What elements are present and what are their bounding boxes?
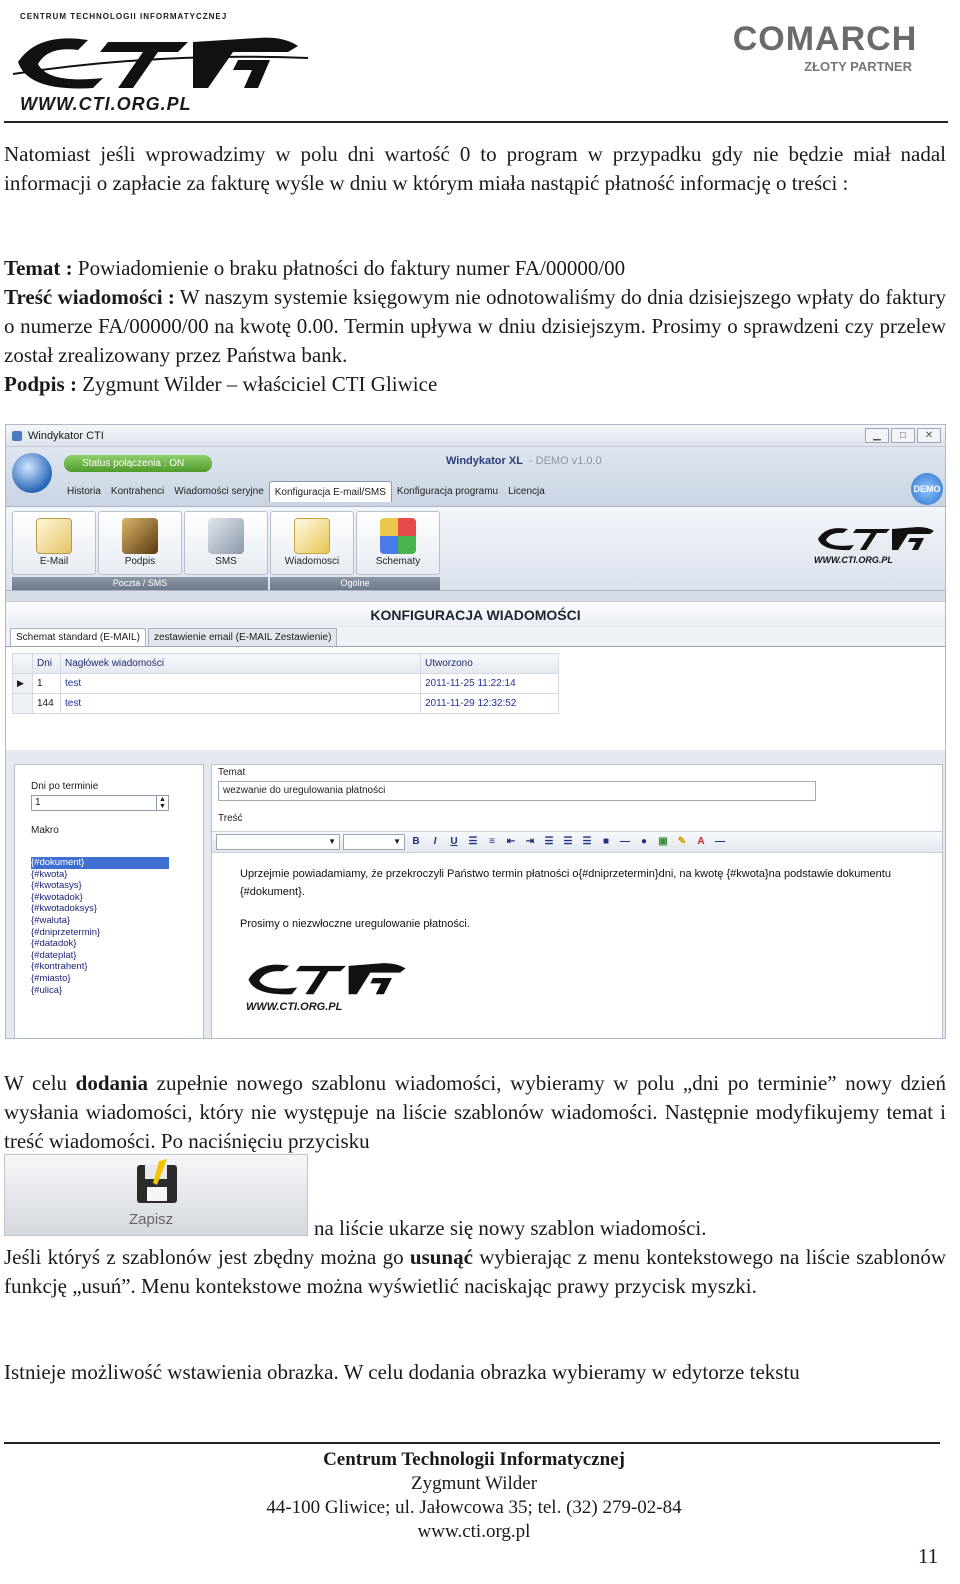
makro-label: Makro [31, 825, 59, 836]
editor-logo-url: WWW.CTI.ORG.PL [246, 1001, 343, 1013]
table-row[interactable]: ▶ 1 test 2011-11-25 11:22:14 [13, 674, 559, 694]
example-subject: Temat : Powiadomienie o braku płatności do faktury numer FA/00000/00 [4, 256, 626, 280]
tab-historia[interactable]: Historia [67, 486, 101, 497]
comarch-name: COMARCH [732, 20, 918, 58]
notepad-icon [294, 518, 330, 554]
pen-icon [122, 518, 158, 554]
list-item[interactable]: {#miasto} [31, 972, 71, 984]
highlight-icon[interactable]: ✎ [677, 836, 687, 847]
group-ogolne: Ogólne [270, 577, 440, 590]
bullet-list-icon[interactable]: ☰ [468, 836, 478, 847]
templates-grid [12, 653, 559, 714]
italic-button[interactable]: I [433, 836, 437, 847]
close-button[interactable]: ✕ [917, 428, 941, 443]
tab-licencja[interactable]: Licencja [508, 486, 545, 497]
link-icon[interactable]: ● [640, 836, 648, 847]
cti-logo [8, 12, 308, 112]
tab-zestawienie-email[interactable]: zestawienie email (E-MAIL Zestawienie) [148, 628, 337, 646]
config-title: KONFIGURACJA WIADOMOŚCI [6, 601, 945, 627]
footer-company: Centrum Technologii Informatycznej [323, 1449, 625, 1470]
subject-input[interactable]: wezwanie do uregulowania płatności [218, 781, 816, 801]
example-body: Treść wiadomości : W naszym systemie księgowym nie odnotowaliśmy do dnia dzisiejszego wpłaty do faktury o numerze FA/00000/00 na kwotę 0.00. Termin upływa w dniu dzisiejszym. Prosimy o sprawdzeni czy przelew został zrealizowany przez Państwa bank. [4, 285, 946, 367]
demo-badge: DEMO [911, 473, 943, 505]
justify-icon[interactable]: ■ [602, 836, 610, 847]
align-center-icon[interactable]: ☰ [563, 836, 573, 847]
makro-list [31, 857, 169, 996]
sms-button[interactable]: SMS [184, 511, 268, 575]
outdent-icon[interactable]: ⇤ [506, 836, 516, 847]
tab-kontrahenci[interactable]: Kontrahenci [110, 486, 165, 497]
delete-template-paragraph: Jeśli któryś z szablonów jest zbędny można go usunąć wybierając z menu kontekstowego na liście szablonów funkcję „usuń”. Menu kontekstowe można wyświetlić naciskając prawy przycisk myszki. [4, 1245, 947, 1298]
phone-icon [208, 518, 244, 554]
insert-image-icon[interactable]: ▣ [658, 836, 668, 847]
ribbon-logo-url: WWW.CTI.ORG.PL [814, 555, 893, 565]
template-settings-panel [14, 764, 204, 1039]
font-size-select[interactable]: ▼ [343, 834, 405, 850]
stepper-arrows-icon[interactable]: ▲ ▼ [156, 796, 168, 810]
footer-divider [4, 1442, 940, 1444]
message-body-editor[interactable] [240, 865, 930, 933]
window-titlebar [6, 425, 945, 447]
window-title: Windykator CTI [28, 429, 104, 442]
list-item[interactable]: {#kwotadoksys} [31, 903, 98, 915]
group-poczta-sms: Poczta / SMS [12, 577, 268, 590]
list-item[interactable]: {#waluta} [31, 914, 71, 926]
page-number: 11 [918, 1544, 939, 1568]
list-item[interactable]: {#kwotasys} [31, 880, 82, 892]
palette-icon [380, 518, 416, 554]
ribbon-header [6, 447, 945, 507]
ribbon-cti-logo [814, 521, 938, 575]
list-item[interactable]: {#dniprzetermin} [31, 926, 101, 938]
comarch-logo [720, 20, 930, 74]
bold-button[interactable]: B [412, 836, 420, 847]
column-utworzono[interactable]: Utworzono [421, 654, 559, 674]
templates-grid-area [6, 647, 945, 767]
app-icon [12, 431, 22, 441]
example-signature: Podpis : Zygmunt Wilder – właściciel CTI Gliwice [4, 372, 438, 396]
maximize-button[interactable]: □ [891, 428, 915, 443]
insert-image-paragraph: Istnieje możliwość wstawienia obrazka. W celu dodania obrazka wybieramy w edytorze tekstu [4, 1360, 800, 1384]
example-message [4, 254, 946, 399]
footer-website[interactable]: www.cti.org.pl [417, 1521, 531, 1542]
days-stepper[interactable]: 1 ▲ ▼ [31, 795, 169, 811]
save-button-label: Zapisz [129, 1211, 174, 1228]
footer-address: 44-100 Gliwice; ul. Jałowcowa 35; tel. (32) 279-02-84 [266, 1497, 682, 1518]
row-selected-indicator-icon: ▶ [13, 674, 33, 694]
underline-button[interactable]: U [450, 836, 458, 847]
globe-icon[interactable] [12, 453, 52, 493]
grid-header-row [13, 654, 559, 674]
page-footer [0, 1448, 948, 1544]
subject-label: Temat [218, 767, 246, 778]
cti-logo-mark-icon [8, 22, 308, 102]
list-item[interactable]: {#dateplat} [31, 949, 77, 961]
font-family-select[interactable]: ▼ [216, 834, 340, 850]
footer-person: Zygmunt Wilder [410, 1473, 538, 1494]
cti-logo-url: WWW.CTI.ORG.PL [20, 94, 192, 114]
list-item[interactable]: {#kwota} [31, 868, 68, 880]
editor-line-2: Prosimy o niezwłoczne uregulowanie płatności. [240, 918, 470, 930]
page-header [0, 0, 960, 124]
main-tabs [62, 481, 550, 502]
column-naglowek[interactable]: Nagłówek wiadomości [61, 654, 421, 674]
email-button[interactable]: E-Mail [12, 511, 96, 575]
ribbon-toolbar [6, 507, 945, 591]
wiadomosci-button[interactable]: Wiadomosci [270, 511, 354, 575]
days-label: Dni po terminie [31, 781, 99, 792]
list-item[interactable]: {#dokument} [31, 857, 169, 869]
template-editor-area [6, 750, 946, 1039]
tab-schemat-standard[interactable]: Schemat standard (E-MAIL) [10, 628, 146, 646]
list-item[interactable]: {#kontrahent} [31, 961, 88, 973]
app-name: Windykator XL - DEMO v1.0.0 [446, 455, 602, 467]
intro-paragraph: Natomiast jeśli wprowadzimy w polu dni wartość 0 to program w przypadku gdy nie będzie miał nadal informacji o zapłacie za fakturę wyśle w dniu w którym miała nastąpić płatność informację o treści : [4, 142, 946, 195]
tab-wiadomosci-seryjne[interactable]: Wiadomości seryjne [174, 486, 264, 497]
message-editor-panel [211, 764, 943, 1039]
list-item[interactable]: {#ulica} [31, 984, 63, 996]
schematy-button[interactable]: Schematy [356, 511, 440, 575]
editor-toolbar [212, 831, 942, 853]
editor-line-1: Uprzejmie powiadamiamy, że przekroczyli Państwo termin płatności o{#dniprzetermin}dni, na kwotę {#kwota}na podstawie dokumentu {#dokument}. [240, 868, 891, 898]
column-dni[interactable]: Dni [33, 654, 61, 674]
save-disk-icon [133, 1159, 181, 1207]
add-template-result: na liście ukarze się nowy szablon wiadomości. [314, 1216, 707, 1240]
list-item[interactable]: {#datadok} [31, 938, 77, 950]
indent-icon[interactable]: ⇥ [525, 836, 535, 847]
horizontal-rule-icon[interactable]: — [620, 836, 630, 847]
table-row[interactable]: 144 test 2011-11-29 12:32:52 [13, 694, 559, 714]
schema-tabs [6, 627, 945, 647]
comarch-partner-level: ZŁOTY PARTNER [804, 59, 912, 74]
header-divider [4, 121, 948, 123]
minimize-button[interactable]: ▁ [865, 428, 889, 443]
font-color-icon[interactable]: A [697, 836, 705, 847]
body-label: Treść [218, 813, 243, 824]
windykator-window [5, 424, 946, 1039]
connection-status: Status połączenia : ON [64, 455, 212, 472]
clear-format-icon[interactable]: — [715, 836, 725, 847]
cti-logo-mark-icon [242, 955, 412, 1001]
align-left-icon[interactable]: ☰ [544, 836, 554, 847]
numbered-list-icon[interactable]: ≡ [489, 836, 495, 847]
add-template-paragraph: W celu dodania zupełnie nowego szablonu wiadomości, wybieramy w polu „dni po terminie” nowy dzień wysłania wiadomości, który nie występuje na liście szablonów wiadomości. Następnie modyfikujemy temat i treść wiadomości. Po naciśnięciu przycisku [4, 1071, 946, 1153]
envelope-icon [36, 518, 72, 554]
editor-cti-logo [242, 955, 412, 1025]
cti-logo-mark-icon [814, 521, 938, 555]
save-button[interactable] [4, 1154, 308, 1236]
tab-konfiguracja-email-sms[interactable]: Konfiguracja E-mail/SMS [269, 481, 392, 502]
cti-logo-caption: CENTRUM TECHNOLOGII INFORMATYCZNEJ [20, 12, 228, 21]
tab-konfiguracja-programu[interactable]: Konfiguracja programu [396, 486, 499, 497]
list-item[interactable]: {#kwotadok} [31, 891, 83, 903]
podpis-button[interactable]: Podpis [98, 511, 182, 575]
align-right-icon[interactable]: ☰ [582, 836, 592, 847]
